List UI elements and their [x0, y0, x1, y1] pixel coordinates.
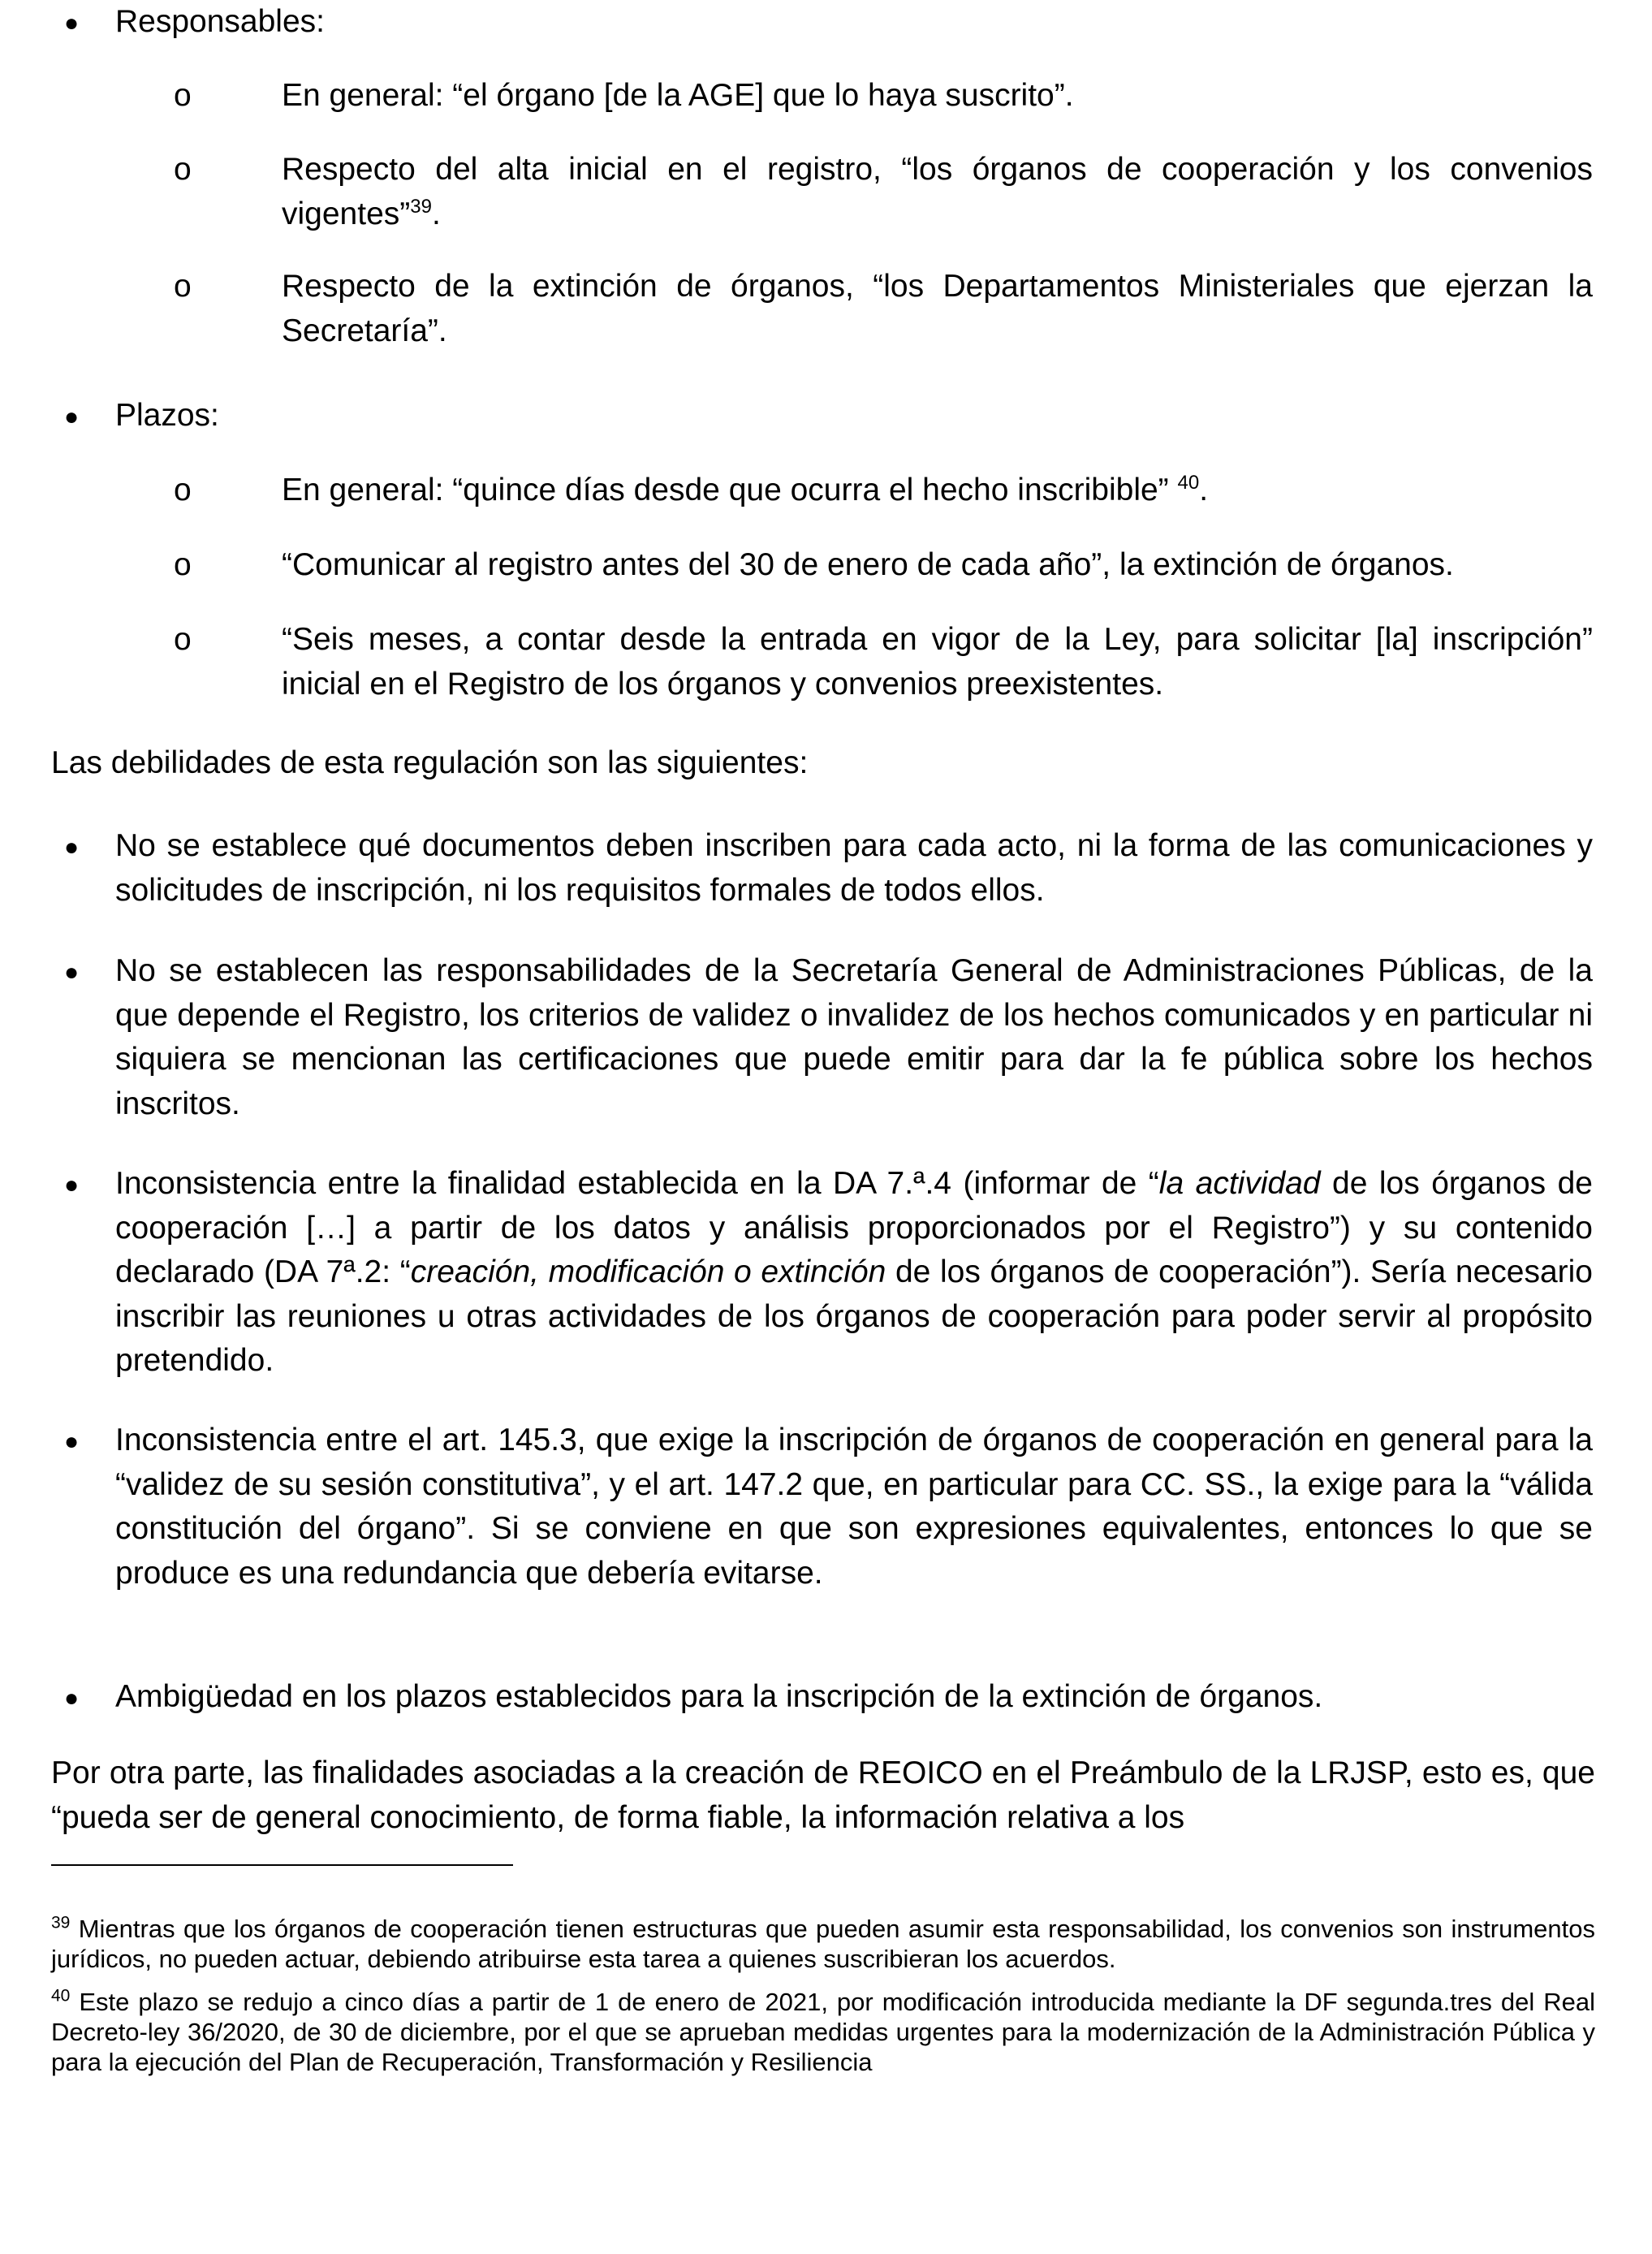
- footnote-39: [51, 1914, 1595, 1974]
- debilidades-intro: Las debilidades de esta regulación son las siguientes:: [51, 745, 809, 780]
- text-run: .: [1199, 473, 1209, 507]
- bullet-symbol: ●: [64, 404, 80, 430]
- sub-item-text: [282, 265, 1593, 353]
- sub-item-text: [282, 618, 1593, 706]
- sub-bullet-symbol: o: [174, 473, 192, 507]
- debilidad-text: No se establece qué documentos deben inscriben para cada acto, ni la forma de las comunicaciones y solicitudes de inscripción, ni los requisitos formales de todos ellos.: [115, 828, 1593, 908]
- text-run: “Seis meses, a contar desde la entrada en vigor de la Ley, para solicitar [la] inscripción” inicial en el Registro de los órganos y convenios preexistentes.: [282, 622, 1593, 702]
- sub-item-text: [282, 469, 1593, 513]
- closing-paragraph: Por otra parte, las finalidades asociadas a la creación de REOICO en el Preámbulo de la LRJSP, esto es, que “pueda ser de general conocimiento, de forma fiable, la información relativa a los: [51, 1755, 1595, 1835]
- text-run: de los órganos de cooperación […] a partir de los datos y análisis proporcionados por el Registro”) y su contenido declarado (DA 7ª.2: “: [115, 1166, 1593, 1289]
- sub-bullet-symbol: o: [174, 269, 192, 304]
- text-run: Respecto del alta inicial en el registro, “los órganos de cooperación y los convenios vigentes”: [282, 152, 1593, 231]
- footnote-ref-40[interactable]: 40: [1177, 472, 1200, 494]
- debilidad-text: Inconsistencia entre el art. 145.3, que exige la inscripción de órganos de cooperación en general para la “validez de su sesión constitutiva”, y el art. 147.2 que, en particular para CC. SS., la exige para la “válida constitución del órgano”. Si se conviene en que son expresiones equivalentes, entonces lo que se produce es una redundancia que debería evitarse.: [115, 1423, 1593, 1591]
- debilidad-text: Ambigüedad en los plazos establecidos para la inscripción de la extinción de órganos.: [115, 1679, 1323, 1714]
- italic-text: creación, modificación o extinción: [410, 1254, 886, 1289]
- bullet-symbol: ●: [64, 1172, 80, 1198]
- text-run: .: [431, 196, 441, 231]
- text-run: Respecto de la extinción de órganos, “los Departamentos Ministeriales que ejerzan la Secretaría”.: [282, 269, 1593, 348]
- footnote-separator: [51, 1864, 513, 1866]
- bullet-symbol: ●: [64, 1685, 80, 1712]
- italic-text: la actividad: [1158, 1166, 1321, 1201]
- sub-item-text: [282, 543, 1593, 588]
- debilidad-text: No se establecen las responsabilidades de la Secretaría General de Administraciones Públicas, de la que depende el Registro, los criterios de validez o invalidez de los hechos comunicados y en particular ni siquiera se mencionan las certificaciones que puede emitir para dar la fe pública sobre los hechos inscritos.: [115, 953, 1593, 1121]
- sub-bullet-symbol: o: [174, 78, 192, 113]
- text-run: En general: “quince días desde que ocurra el hecho inscribible”: [282, 473, 1178, 507]
- bullet-responsables: [0, 0, 1652, 44]
- bullet-symbol: ●: [64, 10, 80, 37]
- bullet-symbol: ●: [64, 834, 80, 861]
- sub-item-text: [282, 74, 1593, 119]
- bullet-plazos: [0, 394, 1652, 438]
- bullet-symbol: ●: [64, 959, 80, 986]
- sub-bullet-symbol: o: [174, 547, 192, 582]
- footnote-number: 39: [51, 1913, 71, 1932]
- text-run: Inconsistencia entre la finalidad establecida en la DA 7.ª.4 (informar de “: [115, 1166, 1159, 1201]
- footnote-number: 40: [51, 1986, 71, 2006]
- sub-bullet-symbol: o: [174, 622, 192, 657]
- text-run: “Comunicar al registro antes del 30 de enero de cada año”, la extinción de órganos.: [282, 547, 1454, 582]
- sub-item-text: [282, 148, 1593, 236]
- bullet-symbol: ●: [64, 1428, 80, 1455]
- footnote-ref-39[interactable]: 39: [410, 195, 432, 218]
- bullet-label-plazos: Plazos:: [115, 398, 219, 433]
- footnote-text: Este plazo se redujo a cinco días a partir de 1 de enero de 2021, por modificación introducida mediante la DF segunda.tres del Real Decreto-ley 36/2020, de 30 de diciembre, por el que se aprueban medidas urgentes para la modernización de la Administración Pública y para la ejecución del Plan de Recuperación, Transformación y Resiliencia: [51, 1988, 1595, 2076]
- text-run: En general: “el órgano [de la AGE] que lo haya suscrito”.: [282, 78, 1074, 113]
- text-run: de los órganos de cooperación”). Sería necesario inscribir las reuniones u otras actividades de los órganos de cooperación para poder servir al propósito pretendido.: [115, 1254, 1593, 1378]
- sub-bullet-symbol: o: [174, 152, 192, 187]
- footnote-40: [51, 1987, 1595, 2077]
- debilidad-text: [115, 1162, 1593, 1384]
- bullet-label-responsables: Responsables:: [115, 4, 325, 39]
- footnote-text: Mientras que los órganos de cooperación tienen estructuras que pueden asumir esta responsabilidad, los convenios son instrumentos jurídicos, no pueden actuar, debiendo atribuirse esta tarea a quienes suscribieran los acuerdos.: [51, 1915, 1595, 1973]
